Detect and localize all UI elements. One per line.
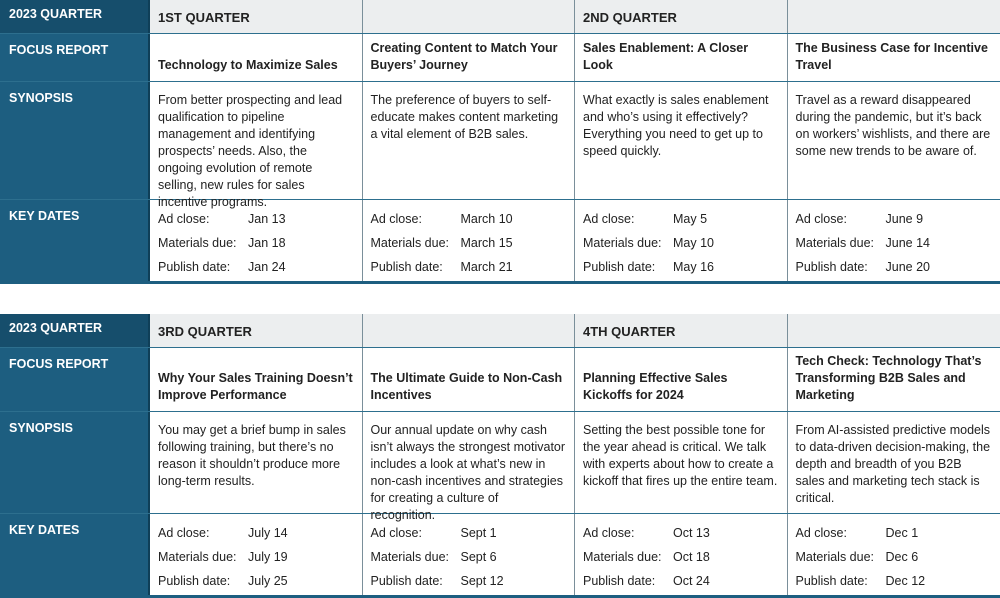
key-date-value: June 20 [885, 260, 930, 274]
key-date-label: Ad close: [583, 526, 635, 540]
quarter-header-cell: 4TH QUARTER [575, 314, 788, 347]
key-date-value: June 9 [885, 212, 924, 226]
key-date-label: Ad close: [158, 212, 210, 226]
synopsis-cell: From AI-assisted predictive models to data-driven decision-making, the depth and breadth of you B2B sales and marketing tech stack is critical. [795, 423, 991, 505]
key-date-line [583, 550, 779, 574]
key-date-line [371, 526, 567, 550]
key-date-label: Publish date: [795, 260, 868, 274]
quarter-header-cell [788, 314, 1000, 347]
key-date-label: Materials due: [158, 236, 237, 250]
key-date-line [796, 526, 993, 550]
synopsis-row [0, 412, 1000, 522]
focus-report-title: Technology to Maximize Sales [158, 58, 338, 72]
focus-report-cell [150, 34, 363, 81]
key-date-label: Materials due: [795, 236, 875, 250]
key-date-line [371, 574, 567, 598]
key-date-value: May 10 [673, 236, 714, 250]
synopsis-cell: You may get a brief bump in sales following training, but there’s no reason it shouldn’t produce more long-term results. [150, 412, 363, 513]
key-date-label: Publish date: [158, 260, 231, 274]
quarter-header-cell: 1ST QUARTER [150, 0, 363, 33]
row-label-focus: FOCUS REPORT [0, 348, 150, 411]
key-date-value: July 19 [248, 550, 288, 564]
key-date-line [371, 260, 567, 284]
key-date-label: Materials due: [370, 236, 450, 250]
key-date-value: July 25 [248, 574, 288, 588]
quarter-header-cell [788, 0, 1000, 33]
focus-report-cell [788, 34, 1000, 81]
key-date-line [796, 574, 993, 598]
key-date-value: Dec 12 [885, 574, 926, 588]
focus-report-cell [150, 348, 363, 411]
key-dates-cell [363, 514, 576, 595]
key-date-line [796, 260, 993, 284]
quarter-header-cell: 3RD QUARTER [150, 314, 363, 347]
key-date-value: Dec 1 [885, 526, 919, 540]
synopsis-cell: The preference of buyers to self-educate makes content marketing a vital element of B2B sales. [363, 82, 576, 199]
row-label-quarter: 2023 QUARTER [0, 0, 150, 33]
focus-report-title: The Business Case for Incentive Travel [795, 41, 988, 72]
key-date-line [583, 574, 779, 598]
key-date-label: Publish date: [158, 574, 231, 588]
key-date-label: Publish date: [583, 260, 656, 274]
key-date-value: Sept 6 [460, 550, 497, 564]
key-date-line [583, 212, 779, 236]
focus-report-cell [363, 34, 576, 81]
row-label-synopsis: SYNOPSIS [0, 82, 150, 199]
quarter-header-row [0, 0, 1000, 34]
quarter-header-cell [363, 314, 576, 347]
key-date-label: Materials due: [583, 236, 662, 250]
key-dates-row [0, 200, 1000, 284]
key-date-value: Sept 1 [460, 526, 497, 540]
key-date-label: Materials due: [795, 550, 875, 564]
key-date-value: July 14 [248, 526, 288, 540]
key-date-line [583, 260, 779, 284]
key-date-line [158, 550, 354, 574]
row-label-key-dates: KEY DATES [0, 514, 150, 595]
key-date-label: Publish date: [583, 574, 656, 588]
key-date-value: Jan 24 [248, 260, 286, 274]
focus-report-cell [575, 34, 788, 81]
quarter-header-cell: 2ND QUARTER [575, 0, 788, 33]
key-date-value: June 14 [885, 236, 930, 250]
focus-report-cell [788, 348, 1000, 411]
key-date-value: March 15 [460, 236, 513, 250]
key-date-value: Sept 12 [460, 574, 504, 588]
key-date-line [158, 526, 354, 550]
key-dates-cell [575, 514, 788, 595]
focus-report-title: Creating Content to Match Your Buyers’ Journey [370, 41, 558, 72]
focus-report-title: Sales Enablement: A Closer Look [583, 41, 749, 72]
focus-report-title: Tech Check: Technology That’s Transforming B2B Sales and Marketing [795, 354, 982, 402]
quarter-header-row [0, 314, 1000, 348]
focus-report-cell [575, 348, 788, 411]
key-date-label: Ad close: [370, 212, 422, 226]
key-date-line [158, 574, 354, 598]
key-date-line [158, 212, 354, 236]
focus-report-row [0, 34, 1000, 82]
schedule-table [0, 0, 1000, 284]
synopsis-cell: From better prospecting and lead qualification to pipeline management and identifying prospects’ needs. Also, the ongoing evolution of remote selling, new rules for sales incentive programs. [150, 82, 363, 199]
key-date-line [371, 550, 567, 574]
key-date-value: March 21 [460, 260, 513, 274]
key-date-label: Ad close: [370, 526, 422, 540]
focus-report-title: Why Your Sales Training Doesn’t Improve Performance [158, 371, 353, 402]
key-date-label: Publish date: [370, 574, 443, 588]
synopsis-row [0, 82, 1000, 209]
key-date-line [796, 236, 993, 260]
focus-report-title: The Ultimate Guide to Non-Cash Incentives [370, 371, 563, 402]
key-date-label: Ad close: [158, 526, 210, 540]
key-dates-cell [788, 200, 1000, 281]
key-dates-cell [363, 200, 576, 281]
key-dates-row [0, 514, 1000, 598]
key-date-line [583, 526, 779, 550]
schedule-table [0, 314, 1000, 598]
key-date-line [796, 212, 993, 236]
key-date-value: May 5 [673, 212, 708, 226]
quarter-header-cell [363, 0, 576, 33]
focus-report-title: Planning Effective Sales Kickoffs for 2024 [583, 371, 728, 402]
key-dates-cell [150, 200, 363, 281]
focus-report-row [0, 348, 1000, 412]
key-dates-cell [575, 200, 788, 281]
key-date-value: March 10 [460, 212, 513, 226]
key-date-line [371, 212, 567, 236]
row-label-synopsis: SYNOPSIS [0, 412, 150, 513]
focus-report-cell [363, 348, 576, 411]
key-date-value: May 16 [673, 260, 714, 274]
synopsis-cell: What exactly is sales enablement and who’s using it effectively? Everything you need to get up to speed quickly. [575, 82, 788, 199]
synopsis-cell: Our annual update on why cash isn’t always the strongest motivator includes a look at what’s new in non-cash incentives and strategies for creating a culture of recognition. [363, 412, 576, 513]
key-date-value: Jan 18 [248, 236, 286, 250]
key-date-line [796, 550, 993, 574]
key-date-label: Materials due: [370, 550, 450, 564]
row-label-focus: FOCUS REPORT [0, 34, 150, 81]
key-dates-cell [788, 514, 1000, 595]
key-date-label: Publish date: [795, 574, 868, 588]
key-date-value: Oct 13 [673, 526, 710, 540]
key-date-line [371, 236, 567, 260]
synopsis-cell: Travel as a reward disappeared during the pandemic, but it’s back on workers’ wishlists, and there are some new trends to be aware of. [795, 93, 991, 158]
key-date-label: Ad close: [795, 212, 847, 226]
key-date-value: Oct 18 [673, 550, 710, 564]
key-date-label: Materials due: [158, 550, 237, 564]
key-date-line [158, 260, 354, 284]
key-date-value: Jan 13 [248, 212, 286, 226]
key-date-label: Publish date: [370, 260, 443, 274]
key-date-value: Dec 6 [885, 550, 919, 564]
key-date-line [583, 236, 779, 260]
key-date-value: Oct 24 [673, 574, 710, 588]
row-label-key-dates: KEY DATES [0, 200, 150, 281]
synopsis-cell: Setting the best possible tone for the year ahead is critical. We talk with experts about how to create a kickoff that fires up the entire team. [575, 412, 788, 513]
key-date-label: Ad close: [583, 212, 635, 226]
key-date-line [158, 236, 354, 260]
key-dates-cell [150, 514, 363, 595]
key-date-label: Ad close: [795, 526, 847, 540]
row-label-quarter: 2023 QUARTER [0, 314, 150, 347]
key-date-label: Materials due: [583, 550, 662, 564]
